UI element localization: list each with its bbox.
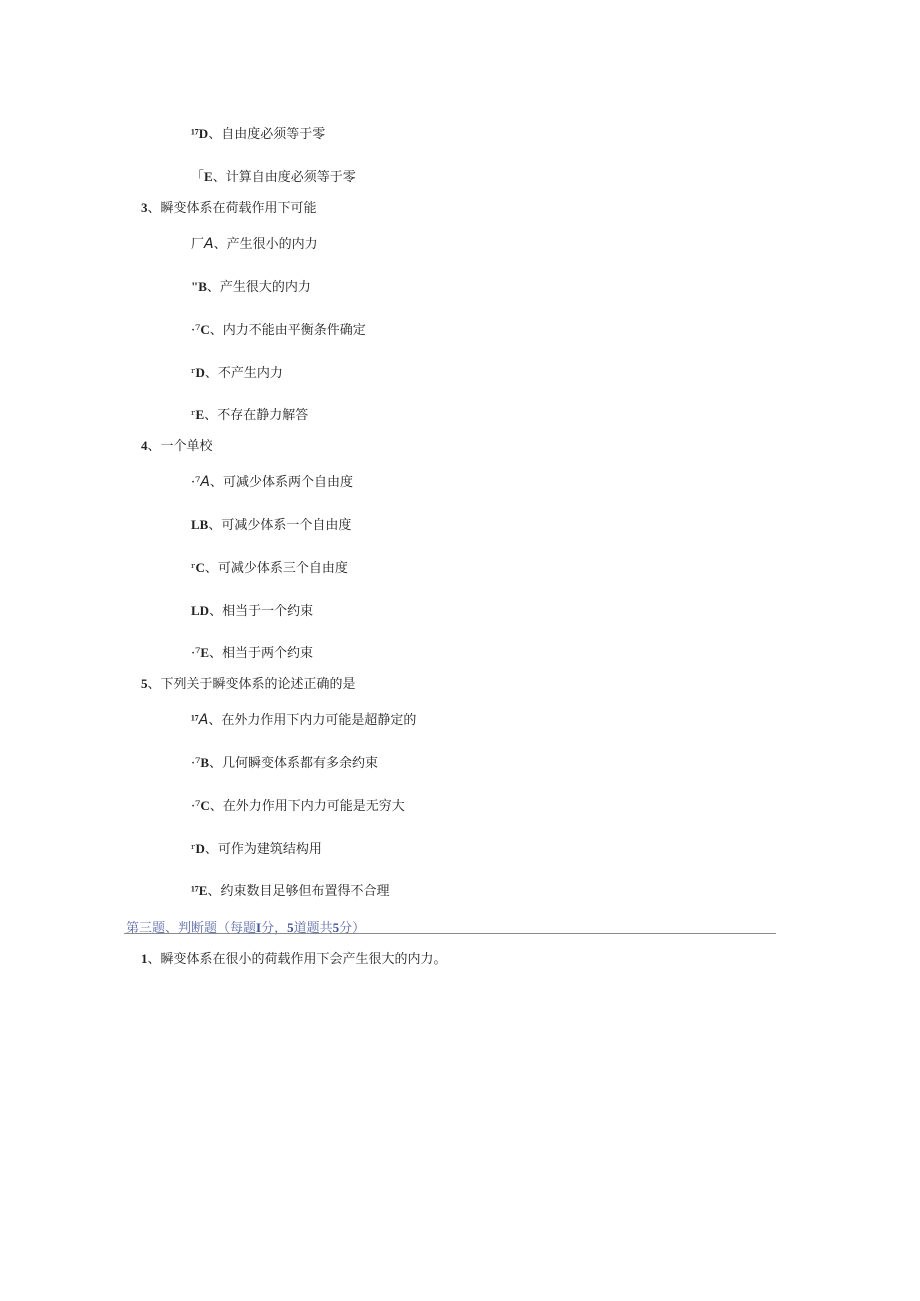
option-mark: ·⁷ [191,756,201,771]
option-letter: D [195,841,205,856]
question-text: 一个单校 [160,439,213,454]
q4-option-d[interactable] [191,600,313,619]
q5-option-d[interactable] [191,838,322,857]
question-number: 1 [141,951,148,966]
q3-option-c[interactable] [191,319,366,338]
q5-option-a[interactable] [191,709,416,728]
question-sep: 、 [147,439,161,454]
option-sep: 、 [204,561,218,576]
q3-option-e[interactable] [191,404,308,423]
option-sep: 、 [204,408,218,423]
q3-option-d[interactable] [191,362,283,381]
option-letter: B [200,755,210,770]
question-5 [141,673,356,692]
q3-option-a[interactable] [191,233,318,252]
option-text: 可减少体系两个自由度 [222,475,353,490]
section-title: 第三题、判断题（每题 [126,921,257,936]
option-letter: A [200,474,210,490]
option-text: 约束数目足够但布置得不合理 [220,884,390,899]
option-text: 相当于一个约束 [222,604,314,619]
option-sep: 、 [208,127,222,142]
option-letter: D [198,126,209,141]
section-end: 分） [339,921,366,936]
option-mark: ·⁷ [191,323,201,338]
question-number: 5 [141,676,148,691]
option-text: 几何瞬变体系都有多余约束 [222,756,379,771]
option-letter: D [199,603,210,618]
option-letter: A [204,236,214,252]
section-mid1: 分， [261,921,288,936]
option-letter: E [198,883,208,898]
option-sep: 、 [204,842,218,857]
question-number: 3 [141,200,148,215]
option-sep: 、 [209,756,223,771]
option-sep: 、 [209,604,223,619]
option-text: 产生很小的内力 [226,237,318,252]
q4-option-c[interactable] [191,557,348,576]
question-4 [141,435,213,454]
option-mark: 厂 [191,237,205,252]
option-mark: ʳ [191,408,196,423]
option-sep: 、 [209,799,223,814]
option-letter: E [200,645,210,660]
option-letter: C [200,798,210,813]
option-sep: 、 [206,280,220,295]
question-text: 瞬变体系在荷载作用下可能 [160,201,317,216]
option-text: 可减少体系三个自由度 [217,561,348,576]
option-sep: 、 [213,237,227,252]
option-mark: ʳ [191,842,196,857]
section-divider [124,933,776,934]
option-sep: 、 [209,646,223,661]
q4-option-e[interactable] [191,642,313,661]
q5-option-b[interactable] [191,752,378,771]
question-number: 4 [141,438,148,453]
question-sep: 、 [147,677,161,692]
option-letter: D [195,365,205,380]
option-text: 在外力作用下内力可能是超静定的 [221,713,417,728]
q2-option-d[interactable] [191,123,325,142]
option-sep: 、 [208,713,222,728]
option-text: 计算自由度必须等于零 [225,170,356,185]
q5-option-c[interactable] [191,795,405,814]
section-score-each: I [256,920,262,935]
option-mark: ¹⁷ [191,883,199,898]
option-mark: ʳ [191,561,196,576]
option-letter: B [199,517,209,532]
option-letter: B [198,279,207,294]
section-mid2: 道题共 [293,921,333,936]
question-text: 下列关于瞬变体系的论述正确的是 [160,677,356,692]
option-letter: E [195,407,205,422]
option-text: 内力不能由平衡条件确定 [222,323,366,338]
question-3 [141,197,317,216]
q3-option-b[interactable] [191,276,311,295]
option-sep: 、 [207,884,221,899]
option-mark: 「 [191,170,205,185]
q2-option-e[interactable] [191,166,356,185]
option-sep: 、 [209,475,223,490]
option-text: 不产生内力 [217,366,283,381]
option-mark: ·⁷ [191,799,201,814]
option-letter: A [198,712,209,728]
q5-option-e[interactable] [191,880,390,899]
option-text: 产生很大的内力 [219,280,311,295]
question-text: 瞬变体系在很小的荷载作用下会产生很大的内力。 [160,952,447,967]
option-letter: C [200,322,210,337]
option-text: 可作为建筑结构用 [217,842,322,857]
option-text: 可减少体系一个自由度 [221,518,352,533]
option-mark: ʳ [191,366,196,381]
option-mark: ·⁷ [191,475,201,490]
option-sep: 、 [204,366,218,381]
option-mark: L [191,517,200,532]
option-sep: 、 [208,518,222,533]
question-sep: 、 [147,952,161,967]
option-text: 在外力作用下内力可能是无穷大 [222,799,405,814]
option-mark: ¹⁷ [191,126,199,141]
q4-option-b[interactable] [191,514,351,533]
option-sep: 、 [212,170,226,185]
question-sep: 、 [147,201,161,216]
option-sep: 、 [209,323,223,338]
option-mark: L [191,603,200,618]
section-count: 5 [287,920,294,935]
section-total: 5 [332,920,340,935]
option-mark: " [191,279,199,294]
option-mark: ·⁷ [191,646,201,661]
option-mark: ¹⁷ [191,712,199,727]
option-letter: C [195,560,205,575]
option-text: 相当于两个约束 [222,646,314,661]
option-text: 自由度必须等于零 [221,127,326,142]
q4-option-a[interactable] [191,471,353,490]
tf-question-1 [141,948,447,967]
option-letter: E [204,169,213,184]
option-text: 不存在静力解答 [217,408,309,423]
